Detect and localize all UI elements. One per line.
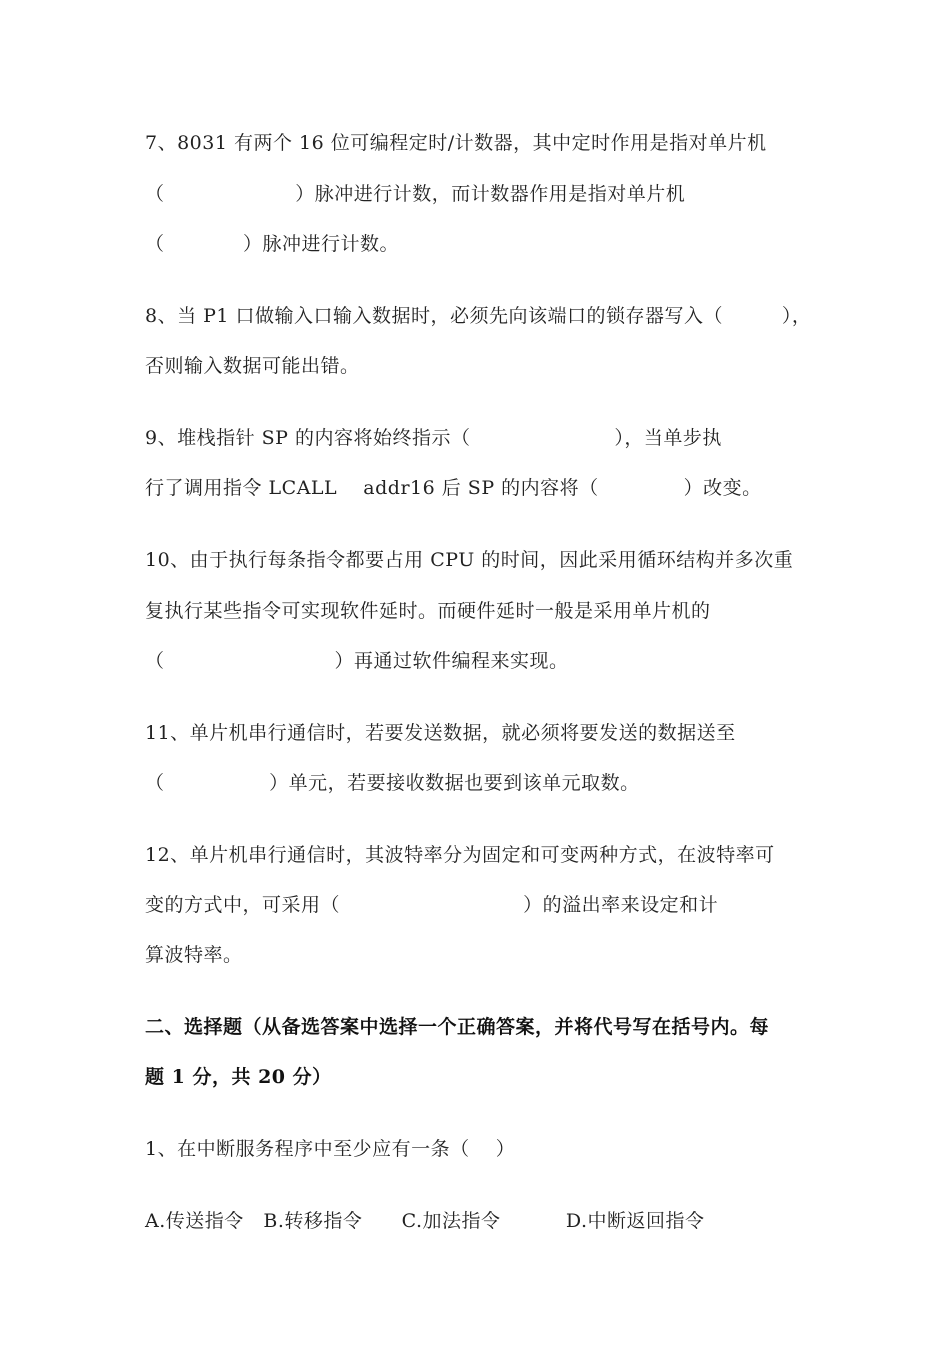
q10-line-1: 10、由于执行每条指令都要占用 CPU 的时间，因此采用循环结构并多次重: [145, 549, 794, 571]
q10-line-3: （ ）再通过软件编程来实现。: [145, 650, 569, 672]
q7-line-2: （ ）脉冲进行计数，而计数器作用是指对单片机: [145, 183, 686, 205]
q8-line-2: 否则输入数据可能出错。: [145, 355, 360, 377]
q11-line-1: 11、单片机串行通信时，若要发送数据，就必须将要发送的数据送至: [145, 722, 736, 744]
q11-line-2: （ ）单元，若要接收数据也要到该单元取数。: [145, 772, 640, 794]
mc1-question: 1、在中断服务程序中至少应有一条（ ）: [145, 1138, 516, 1160]
q10-line-2: 复执行某些指令可实现软件延时。而硬件延时一般是采用单片机的: [145, 600, 711, 622]
q9-line-2: 行了调用指令 LCALL addr16 后 SP 的内容将（ ）改变。: [145, 477, 762, 499]
section-2-heading-line-1: 二、选择题（从备选答案中选择一个正确答案，并将代号写在括号内。每: [145, 1016, 770, 1038]
q12-line-3: 算波特率。: [145, 944, 243, 966]
section-2-heading-line-2: 题 1 分，共 20 分）: [145, 1066, 332, 1088]
q7-line-1: 7、8031 有两个 16 位可编程定时/计数器，其中定时作用是指对单片机: [145, 132, 767, 154]
q8-line-1: 8、当 P1 口做输入口输入数据时，必须先向该端口的锁存器写入（ ），: [145, 305, 812, 327]
mc1-options: A.传送指令 B.转移指令 C.加法指令 D.中断返回指令: [145, 1210, 705, 1232]
q7-line-3: （ ）脉冲进行计数。: [145, 233, 399, 255]
q12-line-1: 12、单片机串行通信时，其波特率分为固定和可变两种方式，在波特率可: [145, 844, 775, 866]
q12-line-2: 变的方式中，可采用（ ）的溢出率来设定和计: [145, 894, 719, 916]
q9-line-1: 9、堆栈指针 SP 的内容将始终指示（ ），当单步执: [145, 427, 722, 449]
